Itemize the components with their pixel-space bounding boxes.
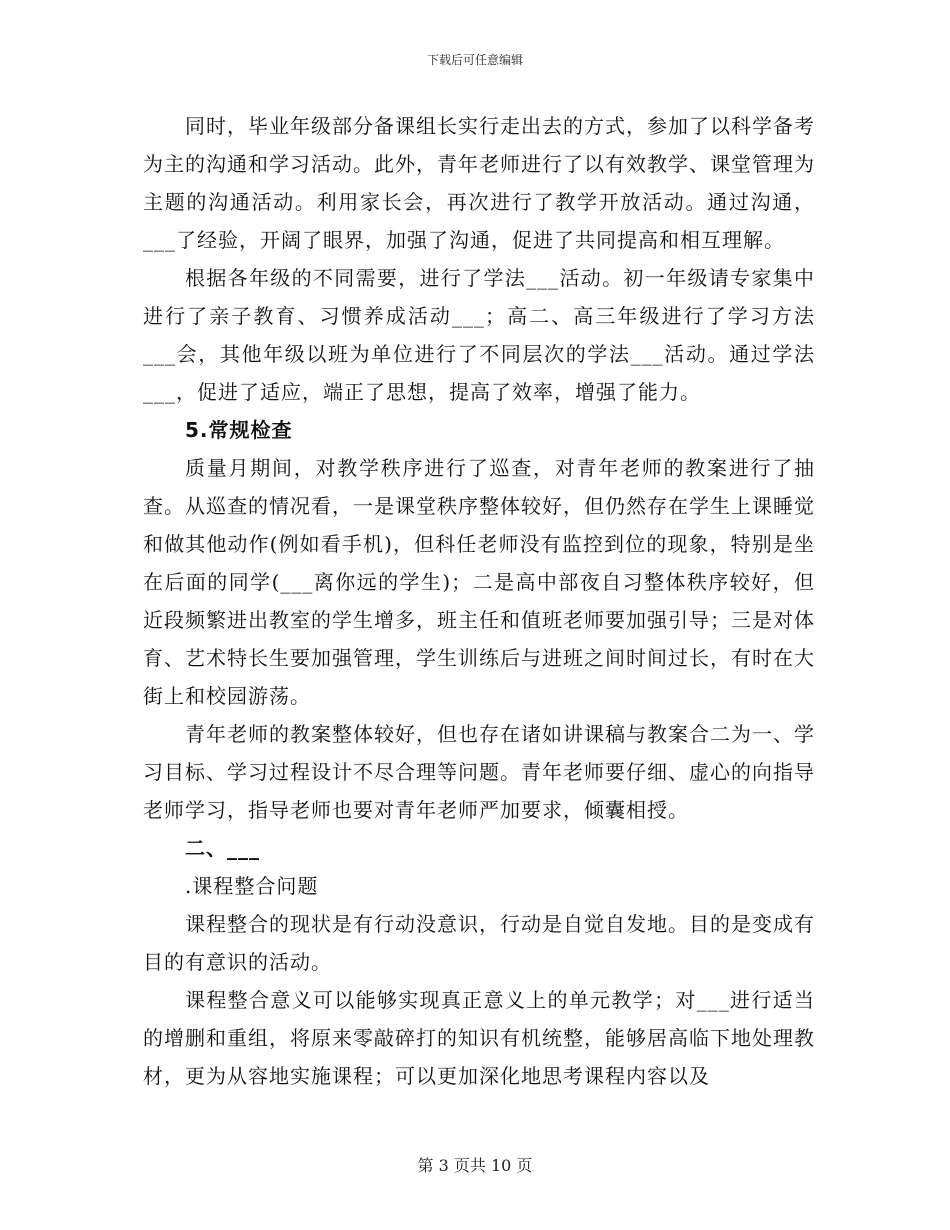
page-header: 下载后可任意编辑 <box>426 53 523 67</box>
paragraph-integration-status: 课程整合的现状是有行动没意识，行动是自觉自发地。目的是变成有目的有意识的活动。 <box>143 912 815 974</box>
document-body <box>143 107 815 1095</box>
page-footer: 第 3 页共 10 页 <box>417 1156 533 1175</box>
subheading-curriculum-integration: .课程整合问题 <box>185 874 319 898</box>
paragraph-inspection-findings: 质量月期间，对教学秩序进行了巡查，对青年老师的教案进行了抽查。从巡查的情况看，一是课堂秩序整体较好，但仍然存在学生上课睡觉和做其他动作(例如看手机)，但科任老师没有监控到位的现象，特别是坐在后面的同学(___离你远的学生)；二是高中部夜自习整体秩序较好，但近段频繁进出教室的学生增多，班主任和值班老师要加强引导；三是对体育、艺术特长生要加强管理，学生训练后与进班之间时间过长，有时在大街上和校园游荡。 <box>143 456 815 708</box>
section-heading-two: 二、___ <box>185 836 260 860</box>
paragraph-study-method-activities: 根据各年级的不同需要，进行了学法___活动。初一年级请专家集中进行了亲子教育、习惯养成活动___；高二、高三年级进行了学习方法___会，其他年级以班为单位进行了不同层次的学法___活动。通过学法___，促进了适应，端正了思想，提高了效率，增强了能力。 <box>143 266 815 404</box>
section-heading-routine-inspection: 5.常规检查 <box>185 418 293 442</box>
paragraph-lesson-plans: 青年老师的教案整体较好，但也存在诸如讲课稿与教案合二为一、学习目标、学习过程设计不尽合理等问题。青年老师要仔细、虚心的向指导老师学习，指导老师也要对青年老师严加要求，倾囊相授。 <box>143 722 815 822</box>
paragraph-integration-meaning: 课程整合意义可以能够实现真正意义上的单元教学；对___进行适当的增删和重组，将原来零敲碎打的知识有机统整，能够居高临下地处理教材，更为从容地实施课程；可以更加深化地思考课程内容以及 <box>143 988 815 1088</box>
paragraph-exchange-activities: 同时，毕业年级部分备课组长实行走出去的方式，参加了以科学备考为主的沟通和学习活动。此外，青年老师进行了以有效教学、课堂管理为主题的沟通活动。利用家长会，再次进行了教学开放活动。通过沟通，___了经验，开阔了眼界，加强了沟通，促进了共同提高和相互理解。 <box>143 114 815 252</box>
